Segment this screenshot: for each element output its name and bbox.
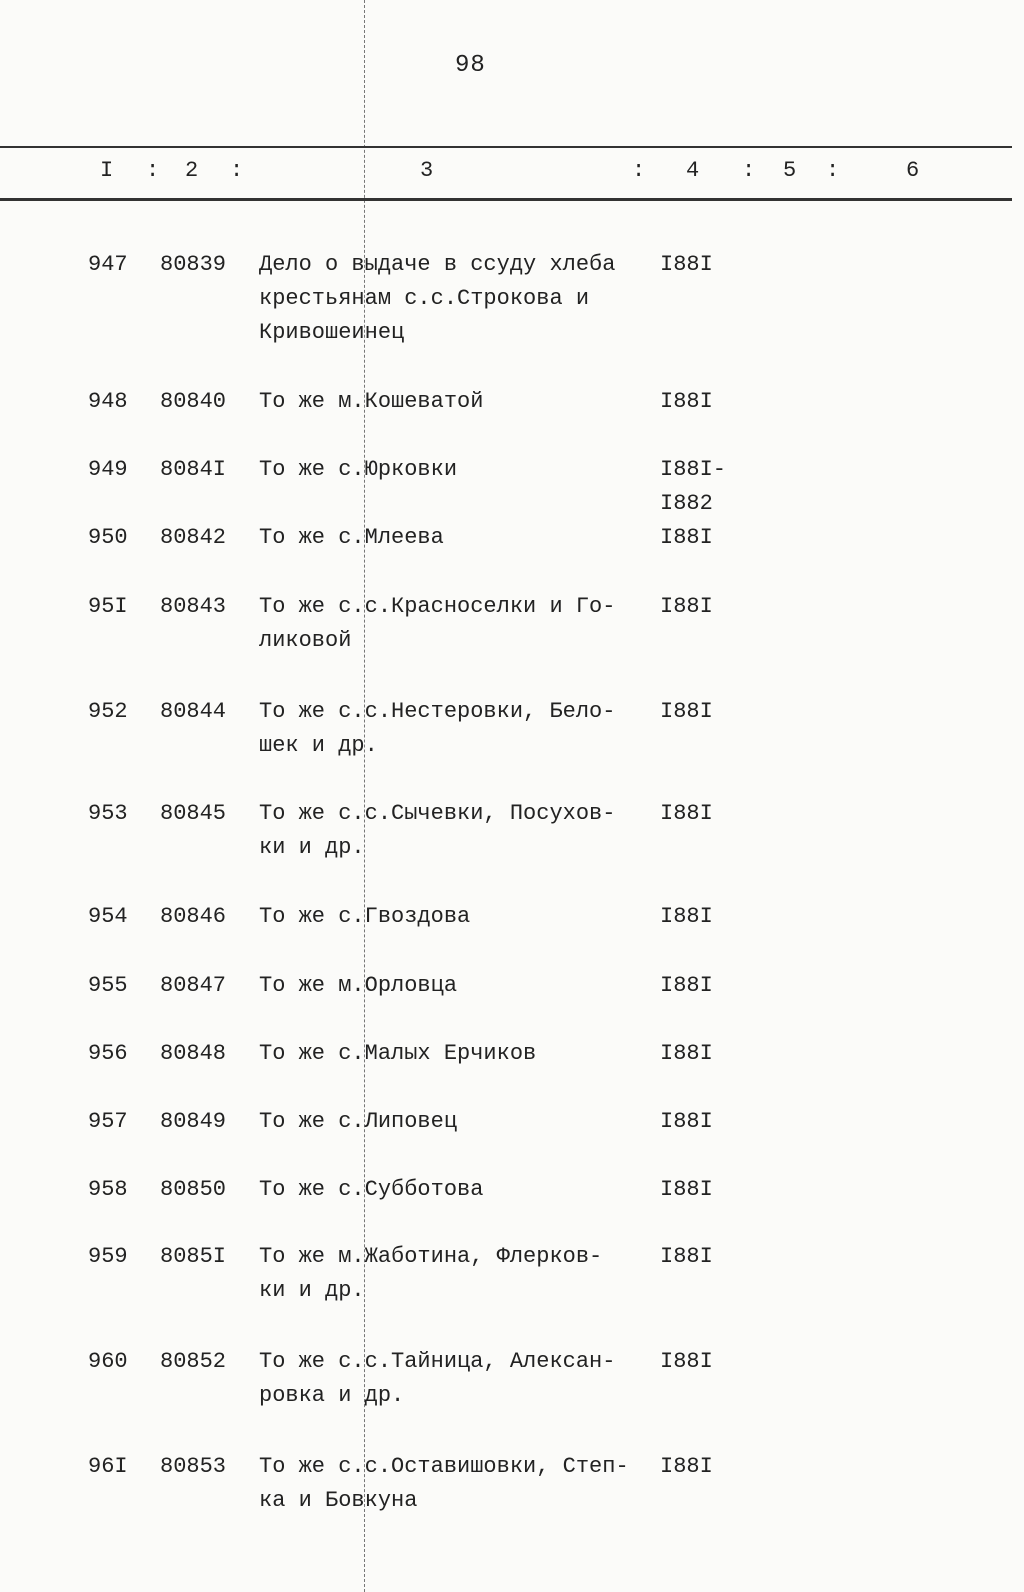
row-number: 950 [88,525,128,550]
file-title: То же м.Жаботина, Флерков- ки и др. [259,1244,603,1303]
file-year: I88I [660,252,713,277]
row-number: 960 [88,1349,128,1374]
file-title: То же с.Липовец [259,1109,458,1134]
file-code: 8084I [160,457,227,482]
column-separator: : [742,158,756,183]
file-year: I88I [660,1109,713,1134]
column-header-3: 3 [420,158,434,183]
file-code: 80845 [160,801,227,826]
file-code: 80853 [160,1454,227,1479]
page-number: 98 [455,52,486,79]
file-title: Дело о выдаче в ссуду хлеба крестьянам с.с.Строкова и Кривошеинец [259,252,616,345]
row-number: 953 [88,801,128,826]
file-year: I88I [660,594,713,619]
column-header-1: I [100,158,114,183]
file-year: I88I [660,525,713,550]
file-code: 80849 [160,1109,227,1134]
file-year: I88I [660,389,713,414]
file-code: 80852 [160,1349,227,1374]
column-header-5: 5 [783,158,797,183]
file-year: I88I [660,1041,713,1066]
file-year: I88I [660,801,713,826]
row-number: 95I [88,594,128,619]
file-title: То же м.Орловца [259,973,458,998]
row-number: 958 [88,1177,128,1202]
file-title: То же с.Млеева [259,525,444,550]
file-title: То же м.Кошеватой [259,389,484,414]
file-code: 80847 [160,973,227,998]
file-year: I88I [660,973,713,998]
file-code: 80844 [160,699,227,724]
row-number: 955 [88,973,128,998]
file-year: I88I [660,699,713,724]
row-number: 947 [88,252,128,277]
row-number: 959 [88,1244,128,1269]
file-year: I88I- I882 [660,457,727,516]
file-title: То же с.Малых Ерчиков [259,1041,537,1066]
file-title: То же с.Гвоздова [259,904,471,929]
header-top-rule [0,146,1012,148]
file-title: То же с.с.Красноселки и Го- ликовой [259,594,616,653]
column-header-6: 6 [906,158,920,183]
file-year: I88I [660,1454,713,1479]
file-year: I88I [660,1349,713,1374]
file-code: 80840 [160,389,227,414]
file-code: 8085I [160,1244,227,1269]
file-year: I88I [660,904,713,929]
column-separator: : [632,158,646,183]
row-number: 96I [88,1454,128,1479]
file-code: 80842 [160,525,227,550]
file-code: 80843 [160,594,227,619]
file-code: 80848 [160,1041,227,1066]
column-separator: : [826,158,840,183]
row-number: 956 [88,1041,128,1066]
row-number: 954 [88,904,128,929]
row-number: 948 [88,389,128,414]
file-title: То же с.Субботова [259,1177,484,1202]
column-separator: : [230,158,244,183]
file-title: То же с.с.Нестеровки, Бело- шек и др. [259,699,616,758]
file-title: То же с.Юрковки [259,457,458,482]
column-separator: : [146,158,160,183]
file-year: I88I [660,1244,713,1269]
file-code: 80846 [160,904,227,929]
file-title: То же с.с.Тайница, Алексан- ровка и др. [259,1349,616,1408]
column-header-4: 4 [686,158,700,183]
column-header-row [0,158,1012,192]
column-header-2: 2 [185,158,199,183]
row-number: 952 [88,699,128,724]
file-title: То же с.с.Сычевки, Посухов- ки и др. [259,801,616,860]
file-title: То же с.с.Оставишовки, Степ- ка и Бовкуна [259,1454,629,1513]
row-number: 957 [88,1109,128,1134]
row-number: 949 [88,457,128,482]
file-code: 80850 [160,1177,227,1202]
file-code: 80839 [160,252,227,277]
file-year: I88I [660,1177,713,1202]
header-bottom-rule [0,198,1012,201]
